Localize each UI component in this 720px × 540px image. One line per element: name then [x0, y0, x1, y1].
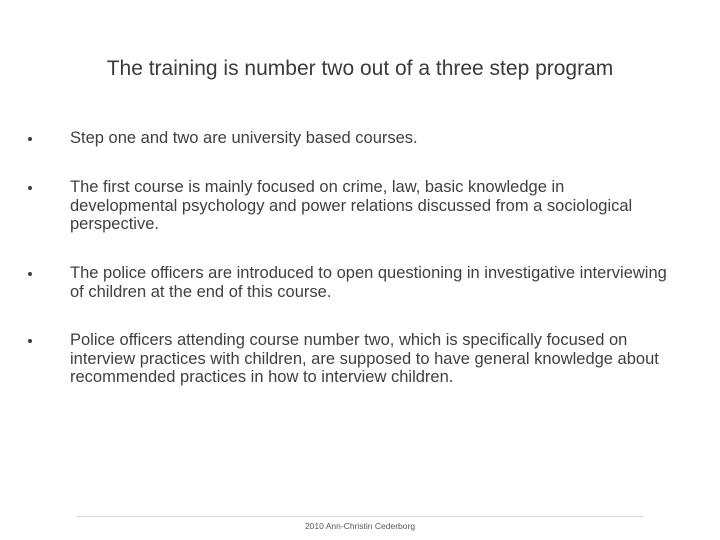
bullet-dot-icon	[28, 339, 32, 343]
bullet-text: The first course is mainly focused on crime, law, basic knowledge in developmental psychology and power relations discussed from a sociological perspective.	[70, 178, 633, 233]
footer-divider	[76, 516, 644, 517]
bullet-dot-icon	[28, 186, 32, 190]
bullet-text: Step one and two are university based courses.	[70, 129, 418, 147]
bullet-text: Police officers attending course number two, which is specifically focused on interview practices with children, are supposed to have general knowledge about recommended practices in how to interview children.	[70, 331, 659, 386]
footer-text: 2010 Ann-Christin Cederborg	[304, 521, 416, 531]
slide-title: The training is number two out of a three step program	[106, 57, 614, 80]
bullet-dot-icon	[28, 272, 32, 276]
bullet-text: The police officers are introduced to open questioning in investigative interviewing of children at the end of this course.	[70, 264, 667, 301]
bullet-dot-icon	[28, 137, 32, 141]
